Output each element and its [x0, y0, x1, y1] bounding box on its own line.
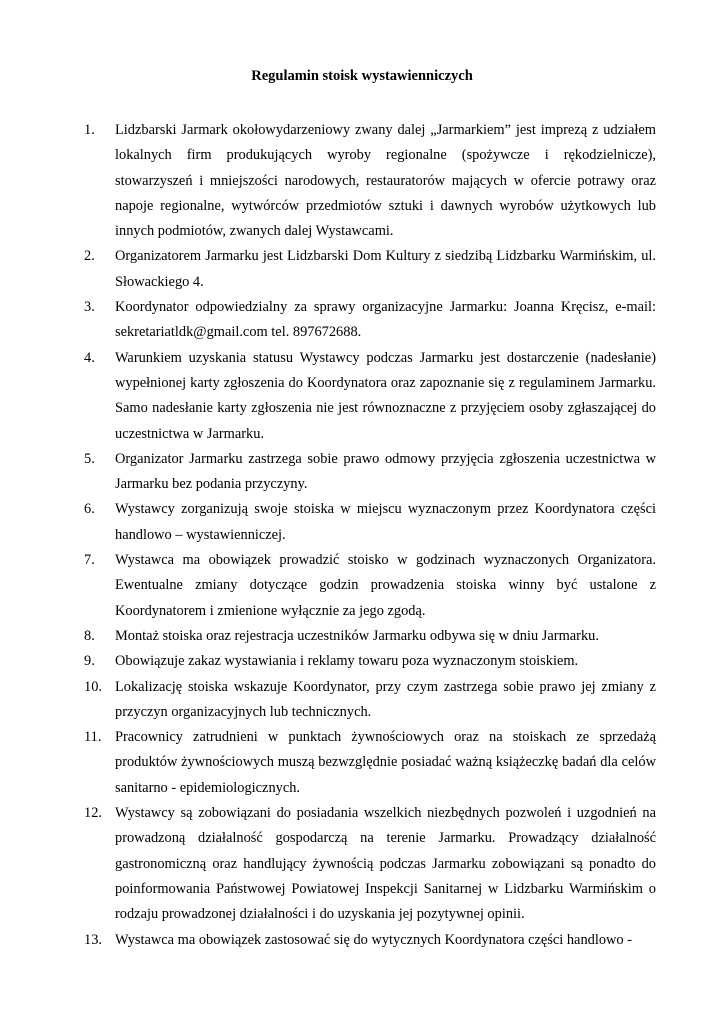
- item-text: Wystawca ma obowiązek prowadzić stoisko w godzinach wyznaczonych Organizatora. Ewentualne zmiany dotyczące godzin prowadzenia stoiska winny być ustalone z Koordynatorem i zmienione wyłącznie za jego zgodą.: [115, 552, 656, 619]
- item-number: 5.: [84, 450, 95, 467]
- item-number: 6.: [84, 501, 95, 518]
- item-number: 3.: [84, 299, 95, 316]
- list-item: [84, 497, 656, 548]
- item-number: 1.: [84, 122, 95, 138]
- item-text: Lidzbarski Jarmark okołowydarzeniowy zwany dalej „Jarmarkiem” jest imprezą z udziałem lokalnych firm produkujących wyroby regionalne (spożywcze i rękodzielnicze), stowarzyszeń i mniejszości narodowych, restauratorów mających w ofercie potrawy oraz napoje regionalne, wytwórców przedmiotów sztuki i dawnych wyrobów użytkowych lub innych podmiotów, zwanych dalej Wystawcami.: [115, 122, 656, 240]
- item-text: Montaż stoiska oraz rejestracja uczestników Jarmarku odbywa się w dniu Jarmarku.: [115, 627, 599, 644]
- list-item: [84, 447, 656, 498]
- item-text: Pracownicy zatrudnieni w punktach żywnościowych oraz na stoiskach ze sprzedażą produktów żywnościowych muszą bezwzględnie posiadać ważną książeczkę badań dla celów sanitarno - epidemiologicznych.: [115, 729, 656, 796]
- list-item: [84, 295, 656, 346]
- item-text: Obowiązuje zakaz wystawiania i reklamy towaru poza wyznaczonym stoiskiem.: [115, 653, 579, 670]
- document-title: Regulamin stoisk wystawienniczych: [251, 68, 473, 84]
- item-text: Wystawcy są zobowiązani do posiadania wszelkich niezbędnych pozwoleń i uzgodnień na prowadzoną działalność gospodarczą na terenie Jarmarku. Prowadzący działalność gastronomiczną oraz handlujący żywnością podczas Jarmarku zobowiązani są ponadto do poinformowania Państwowej Powiatowej Inspekcji Sanitarnej w Lidzbarku Warmińskim o rodzaju prowadzonej działalności i do uzyskania jej pozytywnej opinii.: [115, 805, 656, 923]
- list-item: [84, 725, 656, 801]
- item-number: 9.: [84, 653, 95, 670]
- item-number: 7.: [84, 552, 95, 569]
- list-item: [84, 548, 656, 624]
- list-item: [84, 675, 656, 726]
- item-number: 11.: [84, 729, 102, 746]
- list-item: [84, 649, 656, 674]
- item-text: Wystawcy zorganizują swoje stoiska w miejscu wyznaczonym przez Koordynatora części handlowo – wystawienniczej.: [115, 501, 656, 543]
- item-text: Organizatorem Jarmarku jest Lidzbarski Dom Kultury z siedzibą Lidzbarku Warmińskim, ul. Słowackiego 4.: [115, 248, 656, 290]
- item-text: Organizator Jarmarku zastrzega sobie prawo odmowy przyjęcia zgłoszenia uczestnictwa w Jarmarku bez podania przyczyny.: [115, 450, 656, 493]
- item-number: 4.: [84, 349, 95, 366]
- list-item: [84, 801, 656, 927]
- list-item: [84, 928, 656, 953]
- item-number: 2.: [84, 248, 95, 265]
- item-number: 13.: [84, 931, 102, 948]
- item-text: Wystawca ma obowiązek zastosować się do wytycznych Koordynatora części handlowo -: [115, 931, 633, 948]
- list-item: [84, 118, 656, 244]
- item-text: Lokalizację stoiska wskazuje Koordynator, przy czym zastrzega sobie prawo jej zmiany z przyczyn organizacyjnych lub technicznych.: [115, 678, 656, 720]
- list-item: [84, 624, 656, 649]
- item-number: 10.: [84, 678, 102, 695]
- item-number: 8.: [84, 627, 95, 644]
- item-number: 12.: [84, 805, 102, 822]
- list-item: [84, 244, 656, 295]
- item-text: Warunkiem uzyskania statusu Wystawcy podczas Jarmarku jest dostarczenie (nadesłanie) wypełnionej karty zgłoszenia do Koordynatora oraz zapoznanie się z regulaminem Jarmarku. Samo nadesłanie karty zgłoszenia nie jest równoznaczne z przyjęciem osoby zgłaszającej do uczestnictwa w Jarmarku.: [115, 349, 656, 442]
- item-text: Koordynator odpowiedzialny za sprawy organizacyjne Jarmarku: Joanna Kręcisz, e-mail: sekretariatldk@gmail.com tel. 897672688.: [115, 299, 656, 341]
- rules-list: [84, 118, 656, 953]
- list-item: [84, 346, 656, 447]
